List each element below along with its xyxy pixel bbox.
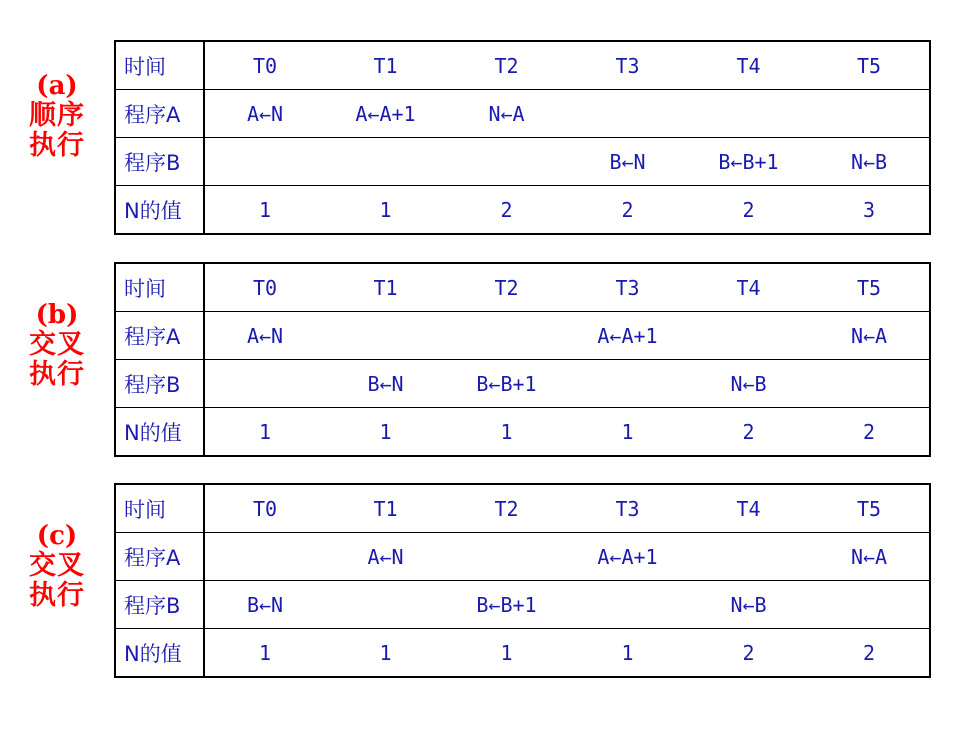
cell: 1 (204, 186, 325, 235)
cell: N←A (809, 312, 930, 360)
header-cell-t0: T0 (252, 275, 278, 300)
header-cell-t4: T4 (736, 496, 761, 521)
header-cell-t3: T3 (615, 496, 640, 521)
header-cell-t1: T1 (373, 496, 398, 521)
cell (325, 138, 446, 186)
cell (688, 533, 809, 581)
row-program-a (115, 90, 930, 138)
label-c-word2: 执行 (29, 580, 85, 612)
cell: B←N (325, 360, 446, 408)
cell: 3 (809, 186, 930, 235)
cell: A←N (204, 90, 325, 138)
row-head: 程序A (115, 312, 204, 360)
cell: 2 (688, 408, 809, 457)
header-cell-time: 时间 (115, 484, 204, 533)
cell: 2 (567, 186, 688, 235)
cell: A←A+1 (567, 533, 688, 581)
row-head: 程序A (115, 533, 204, 581)
cell: N←A (446, 90, 567, 138)
header-row (115, 41, 930, 90)
header-row (115, 263, 930, 312)
row-head: N的值 (115, 629, 204, 678)
label-c-word1: 交叉 (29, 550, 85, 582)
cell (325, 312, 446, 360)
row-head: 程序B (115, 360, 204, 408)
cell: A←A+1 (325, 90, 446, 138)
cell (204, 138, 325, 186)
header-row (115, 484, 930, 533)
header-cell-t5: T5 (856, 53, 882, 78)
label-b-word1: 交叉 (29, 329, 85, 361)
cell: B←B+1 (446, 581, 567, 629)
cell: 1 (325, 186, 446, 235)
cell (446, 533, 567, 581)
table-a (114, 40, 931, 235)
cell: B←N (567, 138, 688, 186)
cell: 1 (325, 629, 446, 678)
cell (567, 360, 688, 408)
header-cell-t5: T5 (856, 275, 882, 300)
row-n-value (115, 629, 930, 678)
label-b-word2: 执行 (29, 359, 85, 391)
cell: 1 (204, 408, 325, 457)
label-a-tag: (a) (36, 71, 78, 101)
label-a-word2: 执行 (29, 130, 85, 162)
cell (809, 581, 930, 629)
label-b (18, 301, 96, 391)
label-a-word1: 顺序 (29, 100, 85, 132)
label-c-tag: (c) (36, 521, 78, 551)
cell: 1 (325, 408, 446, 457)
label-a (18, 72, 96, 162)
cell (567, 90, 688, 138)
header-cell-time: 时间 (115, 263, 204, 312)
header-cell-t5: T5 (856, 496, 882, 521)
header-cell-t1: T1 (373, 275, 398, 300)
label-b-tag: (b) (35, 300, 79, 330)
cell (567, 581, 688, 629)
header-cell-t2: T2 (494, 496, 519, 521)
row-program-b (115, 581, 930, 629)
row-head: 程序B (115, 581, 204, 629)
header-cell-t1: T1 (373, 53, 398, 78)
header-cell-t2: T2 (494, 275, 519, 300)
row-program-a (115, 312, 930, 360)
cell: 1 (567, 629, 688, 678)
cell: B←B+1 (688, 138, 809, 186)
cell: B←B+1 (446, 360, 567, 408)
cell: 1 (204, 629, 325, 678)
row-head: 程序A (115, 90, 204, 138)
row-program-a (115, 533, 930, 581)
header-cell-t3: T3 (615, 275, 640, 300)
cell: 2 (446, 186, 567, 235)
cell: 1 (567, 408, 688, 457)
cell: A←N (204, 312, 325, 360)
header-cell-t4: T4 (736, 275, 761, 300)
cell (809, 360, 930, 408)
row-n-value (115, 186, 930, 235)
cell: 1 (446, 629, 567, 678)
cell: 2 (688, 629, 809, 678)
row-program-b (115, 360, 930, 408)
cell: 2 (809, 408, 930, 457)
cell (204, 360, 325, 408)
row-n-value (115, 408, 930, 457)
cell (204, 533, 325, 581)
header-cell-t4: T4 (736, 53, 761, 78)
header-cell-t0: T0 (252, 496, 278, 521)
row-head: N的值 (115, 408, 204, 457)
row-head: N的值 (115, 186, 204, 235)
cell: B←N (204, 581, 325, 629)
cell: N←B (688, 581, 809, 629)
cell: A←A+1 (567, 312, 688, 360)
cell (325, 581, 446, 629)
header-cell-t2: T2 (494, 53, 519, 78)
table-b (114, 262, 931, 457)
cell (446, 312, 567, 360)
cell: N←B (688, 360, 809, 408)
cell: 1 (446, 408, 567, 457)
cell: 2 (688, 186, 809, 235)
cell (688, 90, 809, 138)
cell: N←A (809, 533, 930, 581)
cell (446, 138, 567, 186)
cell: N←B (809, 138, 930, 186)
label-c (18, 522, 96, 612)
cell: A←N (325, 533, 446, 581)
row-program-b (115, 138, 930, 186)
table-c (114, 483, 931, 678)
header-cell-t3: T3 (615, 53, 640, 78)
header-cell-time: 时间 (115, 41, 204, 90)
cell: 2 (809, 629, 930, 678)
row-head: 程序B (115, 138, 204, 186)
cell (688, 312, 809, 360)
cell (809, 90, 930, 138)
header-cell-t0: T0 (252, 53, 278, 78)
